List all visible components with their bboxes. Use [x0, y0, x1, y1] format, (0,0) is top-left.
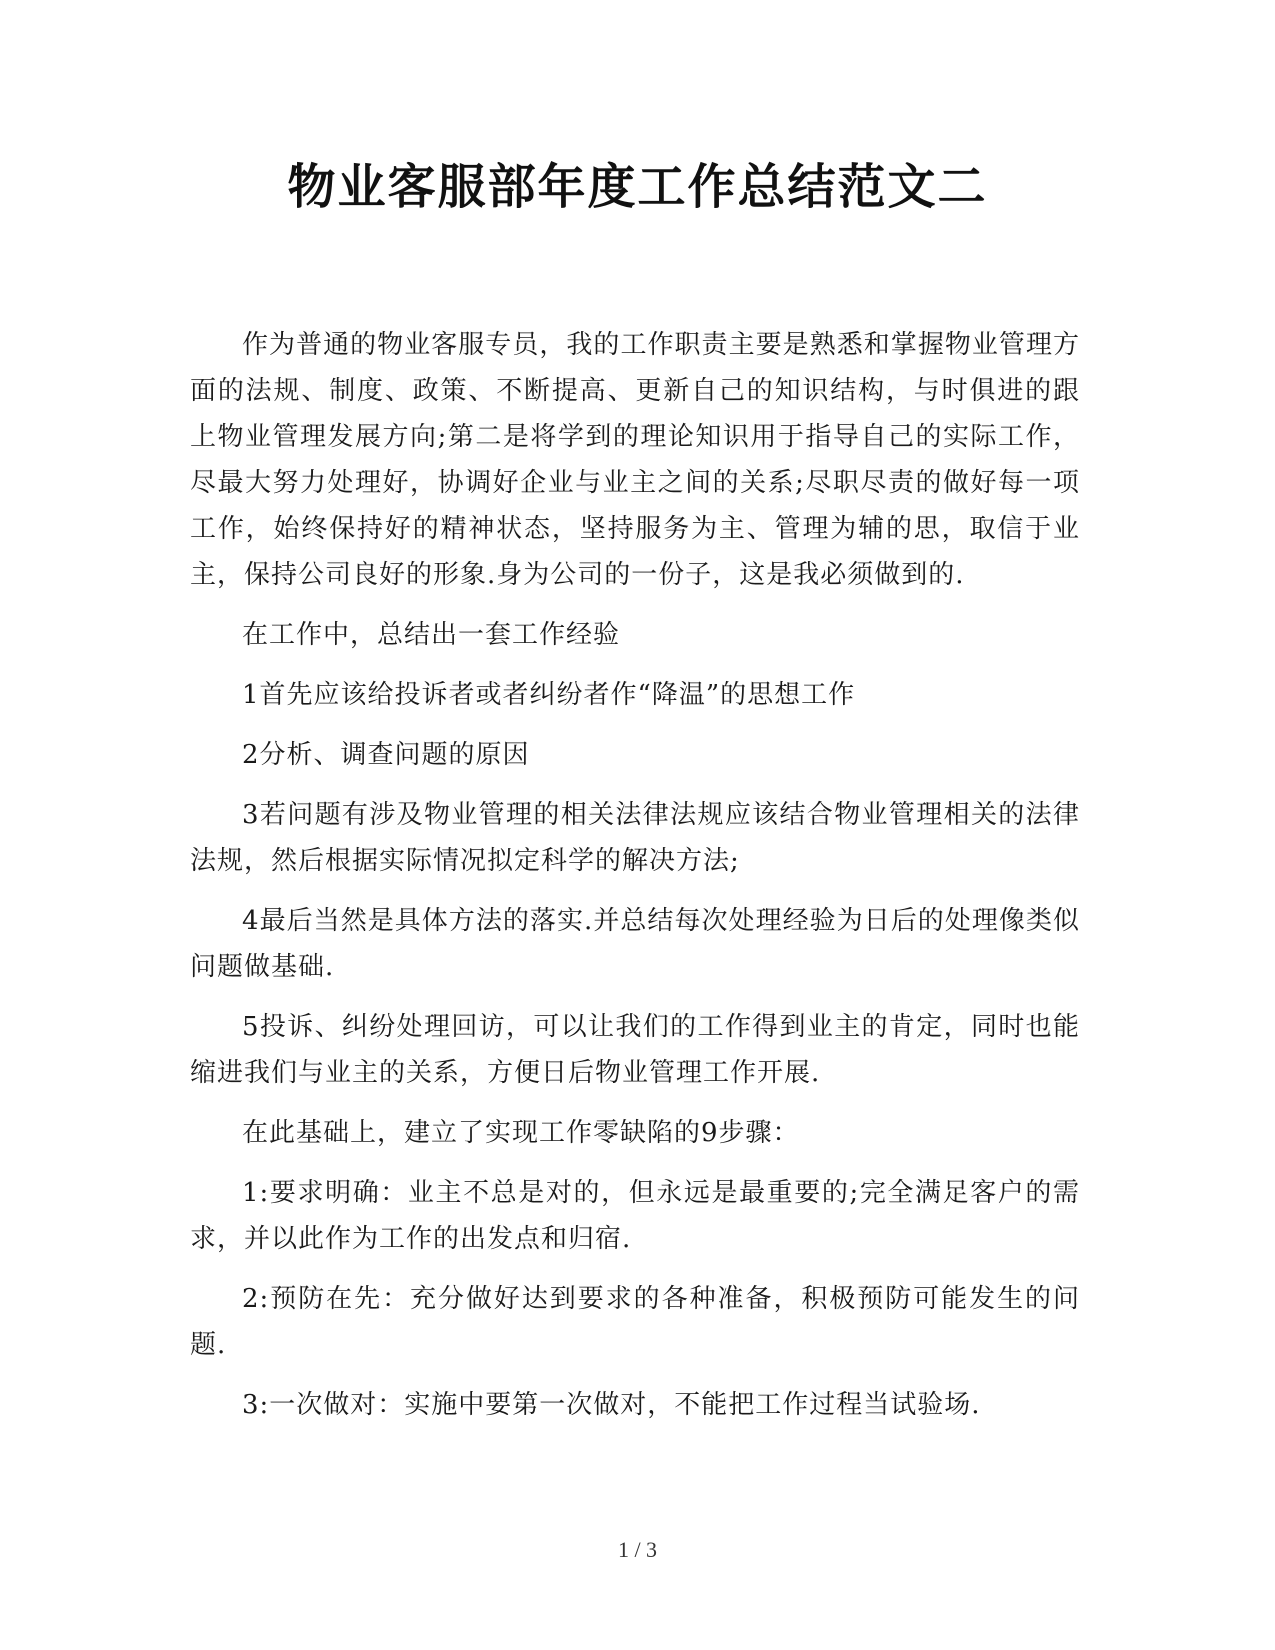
page-number: 1 / 3: [617, 1537, 658, 1562]
paragraph-step-4: 4最后当然是具体方法的落实.并总结每次处理经验为日后的处理像类似问题做基础.: [190, 906, 1080, 982]
paragraph-nine-steps-heading: 在此基础上，建立了实现工作零缺陷的9步骤：: [242, 1118, 800, 1148]
paragraph-step-1: 1首先应该给投诉者或者纠纷者作“降温”的思想工作: [242, 680, 856, 710]
paragraph-rule-2: 2:预防在先：充分做好达到要求的各种准备，积极预防可能发生的问题.: [190, 1284, 1080, 1360]
paragraph-rule-1: 1:要求明确：业主不总是对的，但永远是最重要的;完全满足客户的需求，并以此作为工作的出发点和归宿.: [190, 1178, 1080, 1254]
paragraph-step-2: 2分析、调查问题的原因: [242, 740, 530, 770]
paragraph-step-5: 5投诉、纠纷处理回访，可以让我们的工作得到业主的肯定，同时也能缩进我们与业主的关系，方便日后物业管理工作开展.: [190, 1012, 1080, 1088]
document-body: [190, 322, 1080, 1442]
paragraph-intro: 作为普通的物业客服专员，我的工作职责主要是熟悉和掌握物业管理方面的法规、制度、政策、不断提高、更新自己的知识结构，与时俱进的跟上物业管理发展方向;第二是将学到的理论知识用于指导自己的实际工作，尽最大努力处理好，协调好企业与业主之间的关系;尽职尽责的做好每一项工作，始终保持好的精神状态，坚持服务为主、管理为辅的思，取信于业主，保持公司良好的形象.身为公司的一份子，这是我必须做到的.: [190, 330, 1080, 590]
paragraph-rule-3: 3:一次做对：实施中要第一次做对，不能把工作过程当试验场.: [242, 1390, 981, 1420]
paragraph-step-3: 3若问题有涉及物业管理的相关法律法规应该结合物业管理相关的法律法规，然后根据实际情况拟定科学的解决方法;: [190, 800, 1080, 876]
page-title: 物业客服部年度工作总结范文二: [287, 159, 988, 215]
paragraph-experience-heading: 在工作中，总结出一套工作经验: [242, 620, 621, 650]
